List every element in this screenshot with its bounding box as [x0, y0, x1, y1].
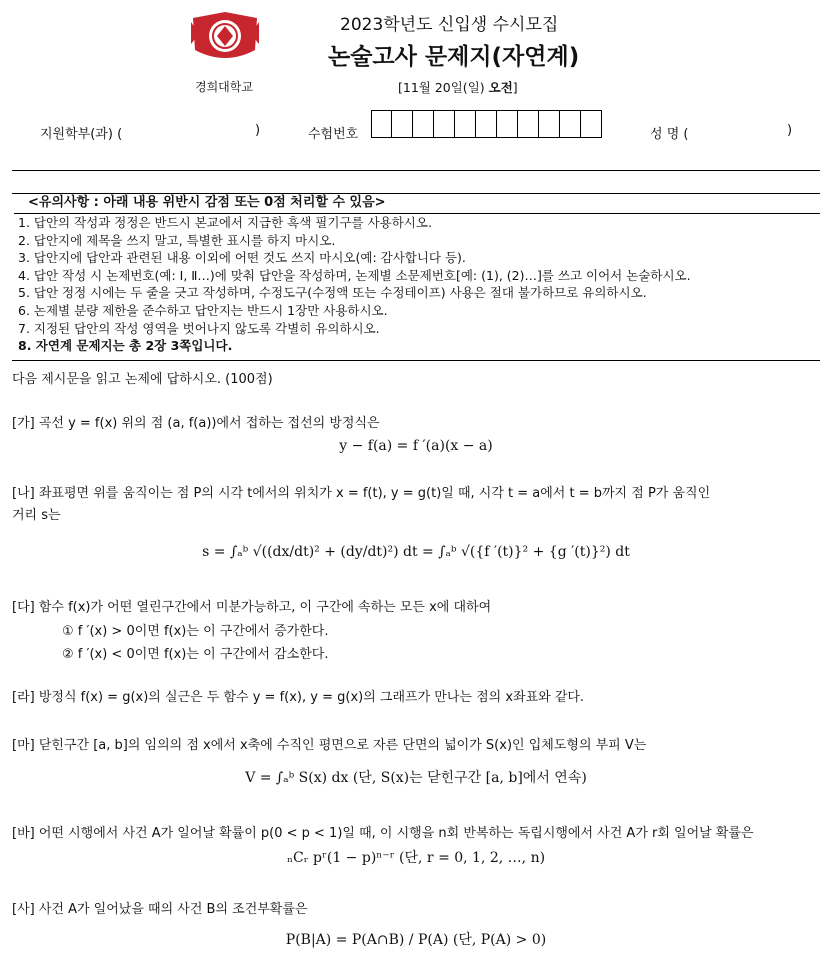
exam-session — [398, 78, 518, 96]
passage-da: [다] 함수 f(x)가 어떤 열린구간에서 미분가능하고, 이 구간에 속하는 모든 x에 대하여 — [12, 600, 492, 615]
passage-da-item1: ① f ′(x) > 0이면 f(x)는 이 구간에서 증가한다. — [62, 624, 329, 639]
notice-item: 1. 답안의 작성과 정정은 반드시 본교에서 지급한 흑색 필기구를 사용하시오. — [18, 215, 432, 230]
department-label: 지원학부(과) ( — [40, 127, 123, 142]
formula-na: s = ∫ₐᵇ √((dx/dt)² + (dy/dt)²) dt = ∫ₐᵇ √({f ′(t)}² + {g ′(t)}²) dt — [202, 544, 630, 560]
passage-da-item2: ② f ′(x) < 0이면 f(x)는 이 구간에서 감소한다. — [62, 647, 329, 662]
notice-item: 4. 답안 작성 시 논제번호(예: Ⅰ, Ⅱ…)에 맞춰 답안을 작성하며, 논제별 소문제번호[예: (1), (2)…]를 쓰고 이어서 논술하시오. — [18, 267, 691, 283]
passage-ba: [바] 어떤 시행에서 사건 A가 일어날 확률이 p(0 < p < 1)일 때, 이 시행을 n회 반복하는 독립시행에서 사건 A가 r회 일어날 확률은 — [12, 826, 754, 841]
exam-number-cell[interactable] — [581, 110, 602, 138]
formula-ma: V = ∫ₐᵇ S(x) dx (단, S(x)는 닫힌구간 [a, b]에서 연속) — [245, 770, 587, 786]
exam-number-cell[interactable] — [497, 110, 518, 138]
notice-item: 5. 답안 정정 시에는 두 줄을 긋고 작성하며, 수정도구(수정액 또는 수정테이프) 사용은 절대 불가하므로 유의하시오. — [18, 285, 647, 301]
exam-year-title: 2023학년도 신입생 수시모집 — [340, 15, 559, 35]
university-name: 경희대학교 — [195, 80, 253, 94]
notice-item: 8. 자연계 문제지는 총 2장 3쪽입니다. — [18, 338, 233, 354]
passage-ga: [가] 곡선 y = f(x) 위의 점 (a, f(a))에서 접하는 접선의 방정식은 — [12, 416, 380, 431]
session-date: [11월 20일(일) — [398, 80, 489, 95]
session-time: 오전 — [488, 80, 513, 95]
department-close: ) — [255, 123, 261, 138]
exam-number-boxes[interactable] — [371, 110, 602, 138]
name-close: ) — [787, 123, 793, 138]
exam-number-cell[interactable] — [476, 110, 497, 138]
exam-number-cell[interactable] — [539, 110, 560, 138]
exam-number-cell[interactable] — [560, 110, 581, 138]
university-seal-icon — [185, 8, 265, 68]
passage-na-cont: 거리 s는 — [12, 508, 61, 523]
passage-na: [나] 좌표평면 위를 움직이는 점 P의 시각 t에서의 위치가 x = f(t), y = g(t)일 때, 시각 t = a에서 t = b까지 점 P가 움직인 — [12, 486, 711, 501]
exam-number-cell[interactable] — [371, 110, 392, 138]
notice-item: 2. 답안지에 제목을 쓰지 말고, 특별한 표시를 하지 마시오. — [18, 232, 336, 248]
session-bracket: ] — [512, 80, 518, 95]
passage-ra: [라] 방정식 f(x) = g(x)의 실근은 두 함수 y = f(x), y = g(x)의 그래프가 만나는 점의 x좌표와 같다. — [12, 690, 585, 705]
instructions: 다음 제시문을 읽고 논제에 답하시오. (100점) — [12, 372, 273, 387]
page-title: 논술고사 문제지(자연계) — [328, 44, 580, 70]
formula-sa: P(B|A) = P(A∩B) / P(A) (단, P(A) > 0) — [285, 932, 547, 948]
exam-number-cell[interactable] — [392, 110, 413, 138]
notice-title: <유의사항 : 아래 내용 위반시 감점 또는 0점 처리할 수 있음> — [28, 195, 386, 210]
passage-sa: [사] 사건 A가 일어났을 때의 사건 B의 조건부확률은 — [12, 902, 308, 917]
formula-ga: y − f(a) = f ′(a)(x − a) — [339, 438, 493, 454]
exam-number-cell[interactable] — [455, 110, 476, 138]
notice-box — [14, 193, 820, 355]
notice-top-line — [12, 193, 820, 194]
notice-item: 3. 답안지에 답안과 관련된 내용 이외에 어떤 것도 쓰지 마시오(예: 감사합니다 등). — [18, 250, 466, 266]
notice-bottom-line — [12, 360, 820, 361]
notice-item: 6. 논제별 분량 제한을 준수하고 답안지는 반드시 1장만 사용하시오. — [18, 302, 388, 318]
header-divider — [12, 170, 820, 171]
passage-ma: [마] 닫힌구간 [a, b]의 임의의 점 x에서 x축에 수직인 평면으로 자른 단면의 넓이가 S(x)인 입체도형의 부피 V는 — [12, 738, 647, 753]
exam-number-cell[interactable] — [518, 110, 539, 138]
exam-number-label: 수험번호 — [308, 127, 359, 142]
name-label: 성 명 ( — [650, 127, 689, 142]
exam-number-cell[interactable] — [413, 110, 434, 138]
notice-item: 7. 지정된 답안의 작성 영역을 벗어나지 않도록 각별히 유의하시오. — [18, 320, 380, 336]
formula-ba: ₙCᵣ pʳ(1 − p)ⁿ⁻ʳ (단, r = 0, 1, 2, …, n) — [286, 850, 546, 866]
exam-number-cell[interactable] — [434, 110, 455, 138]
